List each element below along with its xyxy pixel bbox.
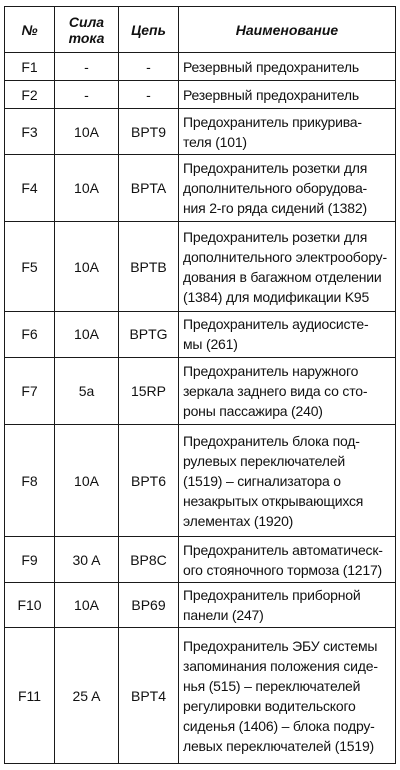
circuit-cell: -	[119, 81, 179, 109]
description-cell: Предохранитель прикурива- теля (101)	[179, 109, 396, 155]
table-row	[5, 424, 396, 537]
current-rating-cell: 10A	[55, 582, 119, 628]
table-row	[5, 537, 396, 583]
current-rating-cell: -	[55, 81, 119, 109]
header-number: №	[5, 7, 55, 53]
current-rating-cell: 5a	[55, 357, 119, 424]
current-rating-cell: 10A	[55, 109, 119, 155]
fuse-number-cell: F9	[5, 537, 55, 583]
description-cell: Резервный предохранитель	[179, 53, 396, 81]
fuse-number-cell: F8	[5, 424, 55, 537]
header-name: Наименование	[179, 7, 396, 53]
fuse-number-cell: F11	[5, 628, 55, 764]
circuit-cell: BPTG	[119, 312, 179, 358]
circuit-cell: BPTB	[119, 222, 179, 312]
fuse-number-cell: F10	[5, 582, 55, 628]
current-rating-cell: 10A	[55, 154, 119, 221]
fuse-number-cell: F6	[5, 312, 55, 358]
circuit-cell: BPT4	[119, 628, 179, 764]
fuse-number-cell: F5	[5, 222, 55, 312]
header-circuit: Цепь	[119, 7, 179, 53]
description-cell: Предохранитель ЭБУ системы запоминания положения сиде- нья (515) – переключателей регулировки водительского сиденья (1406) – блока подру- левых переключателей (1519)	[179, 628, 396, 764]
circuit-cell: BP69	[119, 582, 179, 628]
description-cell: Предохранитель автоматическ- ого стояночного тормоза (1217)	[179, 537, 396, 583]
description-cell: Предохранитель наружного зеркала заднего вида со сто- роны пассажира (240)	[179, 357, 396, 424]
table-row	[5, 154, 396, 221]
circuit-cell: 15RP	[119, 357, 179, 424]
description-cell: Предохранитель блока под- рулевых переключателей (1519) – сигнализатора о незакрытых открывающихся элементах (1920)	[179, 424, 396, 537]
circuit-cell: BPTA	[119, 154, 179, 221]
circuit-cell: -	[119, 53, 179, 81]
description-cell: Резервный предохранитель	[179, 81, 396, 109]
fuse-number-cell: F4	[5, 154, 55, 221]
fuse-number-cell: F1	[5, 53, 55, 81]
header-current: Сила тока	[55, 7, 119, 53]
table-row	[5, 81, 396, 109]
circuit-cell: BPT9	[119, 109, 179, 155]
circuit-cell: BPT6	[119, 424, 179, 537]
circuit-cell: BP8C	[119, 537, 179, 583]
current-rating-cell: 30 A	[55, 537, 119, 583]
table-row	[5, 357, 396, 424]
fuse-table	[4, 6, 396, 764]
fuse-number-cell: F3	[5, 109, 55, 155]
table-row	[5, 53, 396, 81]
current-rating-cell: 10A	[55, 222, 119, 312]
current-rating-cell: 25 A	[55, 628, 119, 764]
table-row	[5, 582, 396, 628]
fuse-number-cell: F7	[5, 357, 55, 424]
description-cell: Предохранитель розетки для дополнительного оборудова- ния 2-го ряда сидений (1382)	[179, 154, 396, 221]
current-rating-cell: 10A	[55, 424, 119, 537]
fuse-number-cell: F2	[5, 81, 55, 109]
description-cell: Предохранитель розетки для дополнительного электрообору- дования в багажном отделении (1384) для модификации K95	[179, 222, 396, 312]
header-row	[5, 7, 396, 53]
table-row	[5, 109, 396, 155]
description-cell: Предохранитель приборной панели (247)	[179, 582, 396, 628]
current-rating-cell: 10A	[55, 312, 119, 358]
table-row	[5, 628, 396, 764]
description-cell: Предохранитель аудиосисте- мы (261)	[179, 312, 396, 358]
table-row	[5, 222, 396, 312]
table-row	[5, 312, 396, 358]
current-rating-cell: -	[55, 53, 119, 81]
